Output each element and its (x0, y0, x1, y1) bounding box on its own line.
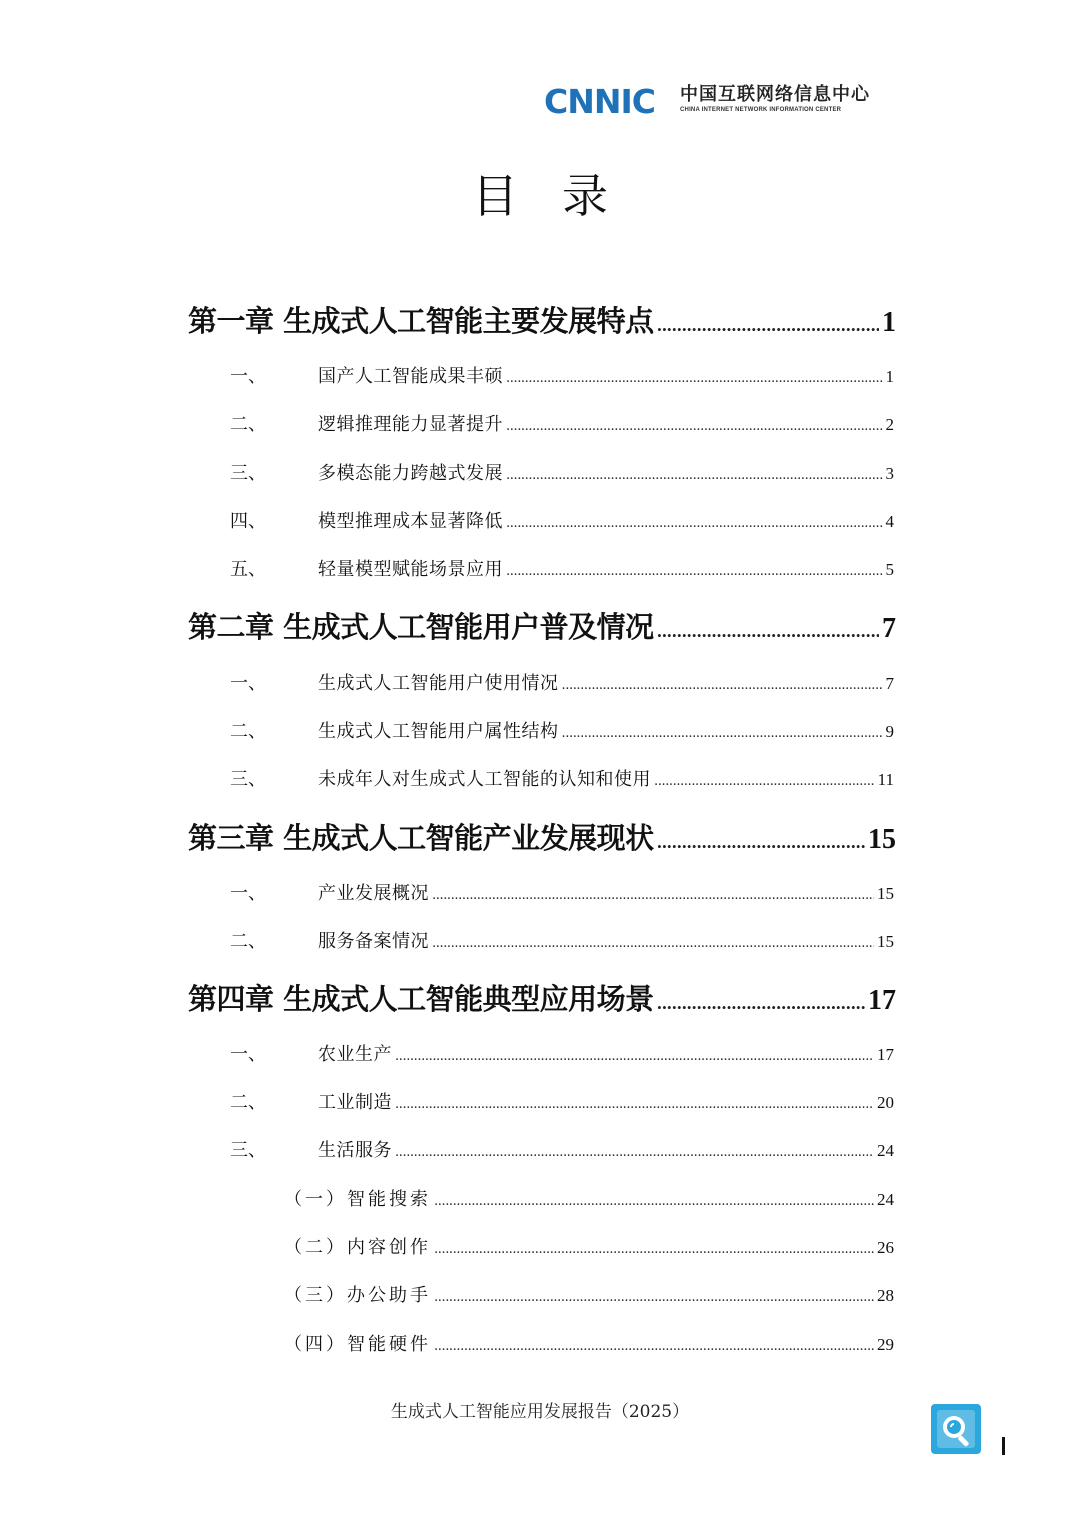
page-number: 24 (877, 1141, 894, 1160)
section-number: 三、 (230, 463, 266, 484)
dot-leader (395, 1139, 874, 1167)
page-number: 24 (877, 1190, 894, 1209)
section-title: 工业制造 (318, 1092, 392, 1113)
logo-mark: CNNIC (544, 84, 655, 120)
page-number: 7 (882, 613, 896, 644)
section-number: 三、 (230, 1140, 266, 1161)
dot-leader (657, 984, 865, 1024)
page-number: 7 (885, 674, 894, 693)
subsection-title: （二）内容创作 (284, 1237, 431, 1258)
page-number: 15 (877, 932, 894, 951)
subsection-title: （三）办公助手 (284, 1285, 431, 1306)
toc-chapter-2[interactable] (188, 607, 896, 647)
page-number: 9 (885, 722, 894, 741)
section-number: 五、 (230, 559, 266, 580)
toc-section[interactable] (230, 718, 894, 746)
dot-leader (506, 510, 883, 538)
section-number: 二、 (230, 414, 266, 435)
toc-section[interactable] (230, 460, 894, 488)
toc-section[interactable] (230, 766, 894, 794)
page-title: 目录 (472, 169, 652, 223)
page-number: 17 (877, 1045, 894, 1064)
dot-leader (434, 1284, 874, 1312)
page-number: 5 (885, 560, 894, 579)
section-number: 二、 (230, 721, 266, 742)
dot-leader (395, 1091, 874, 1119)
dot-leader (432, 882, 874, 910)
section-title: 未成年人对生成式人工智能的认知和使用 (318, 769, 651, 790)
page-number: 2 (885, 415, 894, 434)
page-number: 3 (885, 464, 894, 483)
section-title: 多模态能力跨越式发展 (318, 463, 503, 484)
dot-leader (654, 768, 875, 796)
section-title: 生活服务 (318, 1140, 392, 1161)
page-number: 29 (877, 1335, 894, 1354)
dot-leader (432, 930, 874, 958)
section-number: 一、 (230, 366, 266, 387)
page-number: 4 (885, 512, 894, 531)
cnnic-logo (544, 84, 870, 120)
page-number: 20 (877, 1093, 894, 1112)
dot-leader (395, 1043, 874, 1071)
page-number: 11 (877, 770, 894, 789)
section-number: 三、 (230, 769, 266, 790)
page-number: 26 (877, 1238, 894, 1257)
page-number: 15 (868, 824, 896, 855)
report-footer: 生成式人工智能应用发展报告（2025） (390, 1402, 690, 1422)
dot-leader (562, 720, 883, 748)
page-number: 1 (885, 367, 894, 386)
toc-subsection[interactable] (284, 1282, 894, 1310)
section-title: 模型推理成本显著降低 (318, 511, 503, 532)
toc-section[interactable] (230, 1089, 894, 1117)
section-number: 一、 (230, 1044, 266, 1065)
chapter-title: 第二章 生成式人工智能用户普及情况 (188, 610, 654, 644)
subsection-title: （一）智能搜索 (284, 1189, 431, 1210)
chapter-title: 第一章 生成式人工智能主要发展特点 (188, 304, 654, 338)
dot-leader (506, 462, 883, 490)
logo-text (680, 84, 870, 114)
dot-leader (657, 306, 879, 346)
section-title: 农业生产 (318, 1044, 392, 1065)
page-number-mark (1002, 1437, 1005, 1455)
toc-section[interactable] (230, 1137, 894, 1165)
section-number: 二、 (230, 1092, 266, 1113)
section-number: 一、 (230, 673, 266, 694)
chapter-title: 第三章 生成式人工智能产业发展现状 (188, 821, 654, 855)
section-title: 服务备案情况 (318, 931, 429, 952)
toc-chapter-4[interactable] (188, 979, 896, 1019)
dot-leader (657, 612, 879, 652)
section-title: 生成式人工智能用户使用情况 (318, 673, 559, 694)
toc-section[interactable] (230, 411, 894, 439)
logo-en-name: CHINA INTERNET NETWORK INFORMATION CENTER (680, 107, 842, 113)
toc-section[interactable] (230, 928, 894, 956)
section-number: 一、 (230, 883, 266, 904)
dot-leader (506, 365, 883, 393)
dot-leader (434, 1333, 874, 1361)
dot-leader (434, 1188, 874, 1216)
page-number: 15 (877, 884, 894, 903)
toc-section[interactable] (230, 1041, 894, 1069)
toc-chapter-3[interactable] (188, 818, 896, 858)
dot-leader (657, 823, 865, 863)
toc-subsection[interactable] (284, 1186, 894, 1214)
subsection-title: （四）智能硬件 (284, 1334, 431, 1355)
page-number: 28 (877, 1286, 894, 1305)
section-title: 国产人工智能成果丰硕 (318, 366, 503, 387)
section-title: 产业发展概况 (318, 883, 429, 904)
search-icon[interactable] (931, 1404, 981, 1454)
page-number: 1 (882, 307, 896, 338)
page-number: 17 (868, 985, 896, 1016)
section-title: 轻量模型赋能场景应用 (318, 559, 503, 580)
toc-subsection[interactable] (284, 1234, 894, 1262)
section-number: 四、 (230, 511, 266, 532)
toc-chapter-1[interactable] (188, 301, 896, 341)
dot-leader (506, 413, 883, 441)
logo-cn-name: 中国互联网络信息中心 (680, 84, 870, 105)
toc-section[interactable] (230, 508, 894, 536)
dot-leader (506, 558, 883, 586)
section-title: 逻辑推理能力显著提升 (318, 414, 503, 435)
toc-section[interactable] (230, 363, 894, 391)
dot-leader (434, 1236, 874, 1264)
dot-leader (562, 672, 883, 700)
toc-section[interactable] (230, 556, 894, 584)
toc-section[interactable] (230, 670, 894, 698)
section-number: 二、 (230, 931, 266, 952)
toc-subsection[interactable] (284, 1331, 894, 1359)
toc-section[interactable] (230, 880, 894, 908)
section-title: 生成式人工智能用户属性结构 (318, 721, 559, 742)
chapter-title: 第四章 生成式人工智能典型应用场景 (188, 982, 654, 1016)
